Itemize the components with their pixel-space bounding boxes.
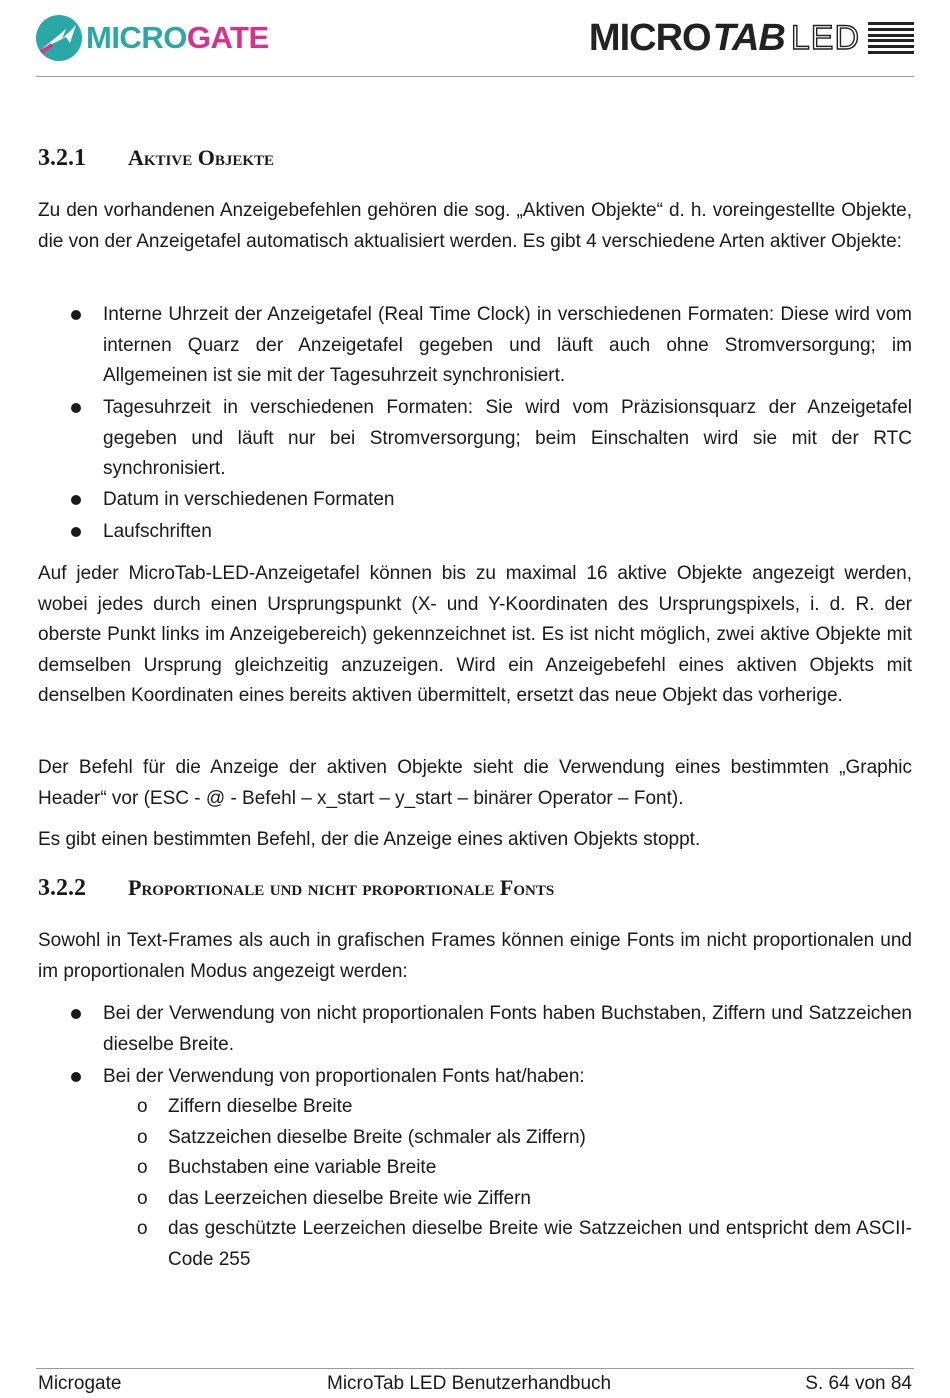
section2-sub-item-5: das geschützte Leerzeichen dieselbe Breite wie Satzzeichen und entspricht dem ASCII-Code 255 bbox=[168, 1218, 912, 1270]
section2-bullet-1: Bei der Verwendung von nicht proportionalen Fonts haben Buchstaben, Ziffern und Satzzeichen dieselbe Breite. bbox=[103, 1003, 912, 1055]
bullet-icon bbox=[71, 495, 81, 505]
section1-paragraph-3: Der Befehl für die Anzeige der aktiven Objekte sieht die Verwendung eines bestimmten „Graphic Header“ vor (ESC - @ - Befehl – x_start – y_start – binärer Operator – Font). bbox=[38, 757, 912, 809]
footer-document-title: MicroTab LED Benutzerhandbuch bbox=[327, 1373, 612, 1394]
section1-bullet-3: Datum in verschiedenen Formaten bbox=[103, 489, 395, 510]
section1-paragraph-2: Auf jeder MicroTab-LED-Anzeigetafel können bis zu maximal 16 aktive Objekte angezeigt werden, wobei jedes durch einen Ursprungspunkt (X- und Y-Koordinaten des Ursprungspixels, i. d. R. der oberste Punkt links im Anzeigebereich) gekennzeichnet ist. Es ist nicht möglich, zwei aktive Objekte mit demselben Ursprung gleichzeitig anzuzeigen. Wird ein Anzeigebefehl eines aktiven Objekts mit denselben Koordinaten eines bereits aktiven übermittelt, ersetzt das neue Objekt das vorherige. bbox=[38, 563, 912, 706]
microgate-logo-text: MICROGATE bbox=[86, 20, 269, 55]
page-footer bbox=[36, 1368, 914, 1398]
sub-bullet-marker: o bbox=[137, 1218, 148, 1239]
section2-bullet-2: Bei der Verwendung von proportionalen Fonts hat/haben: bbox=[103, 1066, 585, 1087]
section1-intro: Zu den vorhandenen Anzeigebefehlen gehören die sog. „Aktiven Objekte“ d. h. voreingestellte Objekte, die von der Anzeigetafel automatisch aktualisiert werden. Es gibt 4 verschiedene Arten aktiver Objekte: bbox=[38, 200, 912, 252]
section1-bullet-2: Tagesuhrzeit in verschiedenen Formaten: Sie wird vom Präzisionsquarz der Anzeigetafel gegeben und läuft nur bei Stromversorgung; beim Einschalten wird sie mit der RTC synchronisiert. bbox=[103, 397, 912, 479]
section2-sub-item-2: Satzzeichen dieselbe Breite (schmaler als Ziffern) bbox=[168, 1127, 586, 1148]
bullet-icon bbox=[71, 1009, 81, 1019]
bullet-icon bbox=[71, 1072, 81, 1082]
section2-sub-item-3: Buchstaben eine variable Breite bbox=[168, 1157, 437, 1178]
led-bars-icon bbox=[868, 22, 914, 54]
section-heading-3-2-1: 3.2.1 Aktive Objekte bbox=[38, 145, 275, 171]
section-heading-3-2-2: 3.2.2 Proportionale und nicht proportionale Fonts bbox=[38, 875, 555, 901]
section1-bullet-1: Interne Uhrzeit der Anzeigetafel (Real Time Clock) in verschiedenen Formaten: Diese wird vom internen Quarz der Anzeigetafel gegeben und läuft auch ohne Stromversorgung; im Allgemeinen ist sie mit der Tagesuhrzeit synchronisiert. bbox=[103, 304, 912, 386]
footer-company: Microgate bbox=[38, 1373, 122, 1394]
sub-bullet-marker: o bbox=[137, 1157, 148, 1178]
microgate-logo-mark bbox=[36, 15, 82, 61]
bullet-icon bbox=[71, 527, 81, 537]
sub-bullet-marker: o bbox=[137, 1127, 148, 1148]
section2-sub-item-4: das Leerzeichen dieselbe Breite wie Ziffern bbox=[168, 1188, 531, 1209]
sub-bullet-marker: o bbox=[137, 1096, 148, 1117]
microtab-led-logo: MICRO TAB LED bbox=[589, 18, 914, 58]
page-header bbox=[36, 10, 914, 77]
section1-bullet-4: Laufschriften bbox=[103, 521, 212, 542]
footer-page-number: S. 64 von 84 bbox=[805, 1373, 912, 1394]
section2-sub-item-1: Ziffern dieselbe Breite bbox=[168, 1096, 353, 1117]
sub-bullet-marker: o bbox=[137, 1188, 148, 1209]
microgate-logo bbox=[36, 13, 269, 63]
section1-paragraph-4: Es gibt einen bestimmten Befehl, der die Anzeige eines aktiven Objekts stoppt. bbox=[38, 829, 701, 850]
bullet-icon bbox=[71, 310, 81, 320]
bullet-icon bbox=[71, 403, 81, 413]
section2-intro: Sowohl in Text-Frames als auch in grafischen Frames können einige Fonts im nicht proportionalen und im proportionalen Modus angezeigt werden: bbox=[38, 930, 912, 982]
